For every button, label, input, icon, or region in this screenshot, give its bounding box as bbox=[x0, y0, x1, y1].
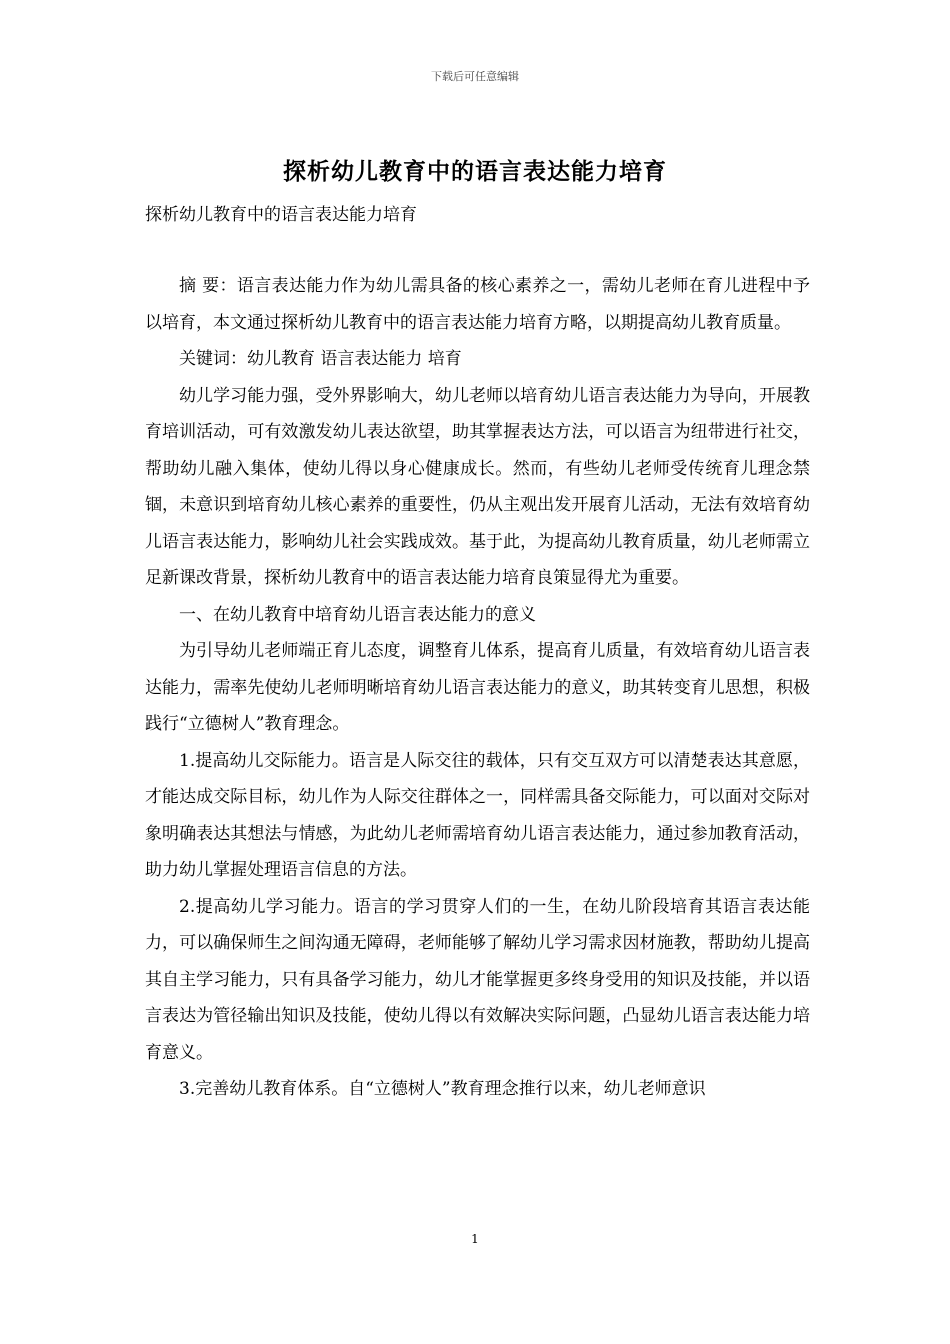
section-heading: 一、在幼儿教育中培育幼儿语言表达能力的意义 bbox=[179, 604, 536, 625]
document-subtitle: 探析幼儿教育中的语言表达能力培育 bbox=[145, 205, 417, 225]
keywords-paragraph: 关键词：幼儿教育 语言表达能力 培育 bbox=[179, 349, 462, 369]
document-body bbox=[145, 268, 810, 1108]
intro-paragraph: 幼儿学习能力强，受外界影响大，幼儿老师以培育幼儿语言表达能力为导向，开展教育培训活动，可有效激发幼儿表达欲望，助其掌握表达方法，可以语言为纽带进行社交，帮助幼儿融入集体，使幼儿得以身心健康成长。然而，有些幼儿老师受传统育儿理念禁锢，未意识到培育幼儿核心素养的重要性，仍从主观出发开展育儿活动，无法有效培育幼儿语言表达能力，影响幼儿社会实践成效。基于此，为提高幼儿教育质量，幼儿老师需立足新课改背景，探析幼儿教育中的语言表达能力培育良策显得尤为重要。 bbox=[145, 385, 810, 588]
point-1-paragraph: 1.提高幼儿交际能力。语言是人际交往的载体，只有交互双方可以清楚表达其意愿，才能达成交际目标，幼儿作为人际交往群体之一，同样需具备交际能力，可以面对交际对象明确表达其想法与情感，为此幼儿老师需培育幼儿语言表达能力，通过参加教育活动，助力幼儿掌握处理语言信息的方法。 bbox=[145, 750, 810, 880]
section-intro-paragraph: 为引导幼儿老师端正育儿态度，调整育儿体系，提高育儿质量，有效培育幼儿语言表达能力，需率先使幼儿老师明晰培育幼儿语言表达能力的意义，助其转变育儿思想，积极践行“立德树人”教育理念。 bbox=[145, 641, 810, 734]
page-number: 1 bbox=[471, 1232, 479, 1246]
abstract-paragraph: 摘 要：语言表达能力作为幼儿需具备的核心素养之一，需幼儿老师在育儿进程中予以培育，本文通过探析幼儿教育中的语言表达能力培育方略，以期提高幼儿教育质量。 bbox=[145, 276, 810, 333]
point-3-paragraph: 3.完善幼儿教育体系。自“立德树人”教育理念推行以来，幼儿老师意识 bbox=[179, 1079, 706, 1099]
header-note: 下载后可任意编辑 bbox=[431, 70, 519, 83]
document-title: 探析幼儿教育中的语言表达能力培育 bbox=[283, 158, 667, 185]
point-2-paragraph: 2.提高幼儿学习能力。语言的学习贯穿人们的一生，在幼儿阶段培育其语言表达能力，可以确保师生之间沟通无障碍，老师能够了解幼儿学习需求因材施教，帮助幼儿提高其自主学习能力，只有具备学习能力，幼儿才能掌握更多终身受用的知识及技能，并以语言表达为管径输出知识及技能，使幼儿得以有效解决实际问题，凸显幼儿语言表达能力培育意义。 bbox=[145, 896, 810, 1063]
